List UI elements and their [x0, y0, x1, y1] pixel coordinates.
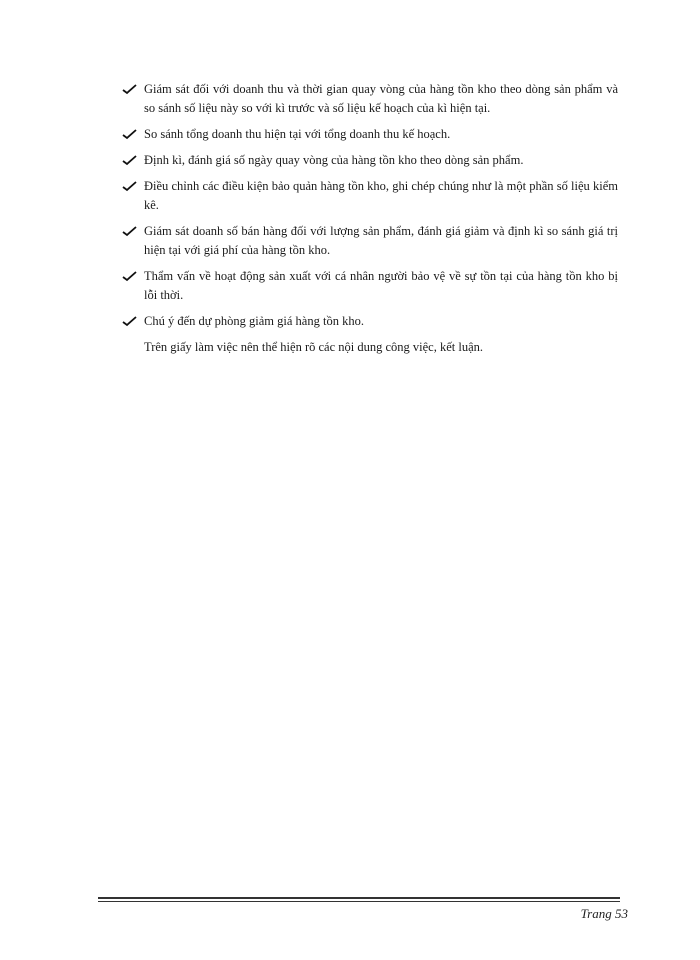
checkmark-icon	[122, 270, 137, 282]
checkmark-icon	[122, 180, 137, 192]
page-number: Trang 53	[580, 906, 628, 921]
checkmark-icon	[122, 83, 137, 95]
document-body	[122, 80, 618, 357]
checkmark-icon	[122, 128, 137, 140]
checklist-item	[122, 222, 618, 260]
checklist-item	[122, 312, 618, 331]
checklist-item-text: Chú ý đến dự phòng giảm giá hàng tồn kho.	[144, 314, 364, 328]
checklist-item-text: Giám sát đối với doanh thu và thời gian quay vòng của hàng tồn kho theo dòng sản phẩm và so sánh số liệu này so với kì trước và số liệu kế hoạch của kì hiện tại.	[144, 82, 618, 115]
checklist-item-text: Thẩm vấn về hoạt động sản xuất với cá nhân người bảo vệ về sự tồn tại của hàng tồn kho bị lỗi thời.	[144, 269, 618, 302]
checklist-item-text: Định kì, đánh giá số ngày quay vòng của hàng tồn kho theo dòng sản phẩm.	[144, 153, 524, 167]
footer-divider	[98, 897, 620, 899]
conclusion-note: Trên giấy làm việc nên thể hiện rõ các nội dung công việc, kết luận.	[144, 340, 484, 354]
checkmark-icon	[122, 154, 137, 166]
checklist-item	[122, 177, 618, 215]
checklist-item	[122, 125, 618, 144]
checkmark-icon	[122, 315, 137, 327]
checklist-item	[122, 267, 618, 305]
footer-divider	[98, 901, 620, 902]
checkmark-icon	[122, 225, 137, 237]
checklist-item-text: Điều chỉnh các điều kiện bảo quản hàng tồn kho, ghi chép chúng như là một phần số liệu kiểm kê.	[144, 179, 618, 212]
checklist-item-text: Giám sát doanh số bán hàng đối với lượng sản phẩm, đánh giá giảm và định kì so sánh giá trị hiện tại với giá phí của hàng tồn kho.	[144, 224, 618, 257]
checklist-item	[122, 151, 618, 170]
checklist-item	[122, 80, 618, 118]
checklist-item-text: So sánh tổng doanh thu hiện tại với tổng doanh thu kế hoạch.	[144, 127, 451, 141]
